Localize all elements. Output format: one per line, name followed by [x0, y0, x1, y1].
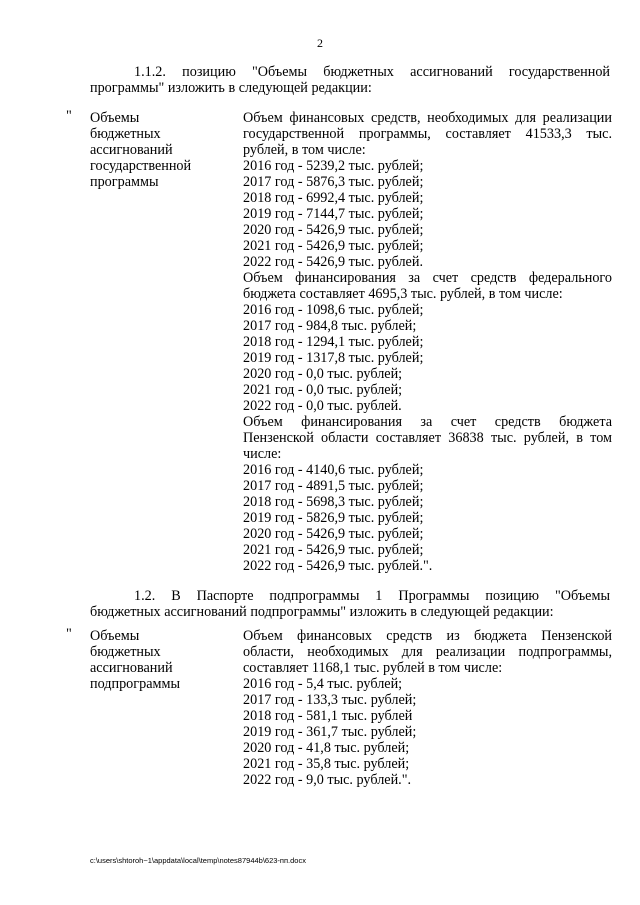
left-label-line: Объемы: [90, 628, 140, 644]
content-line: Пензенской области составляет 36838 тыс. рублей, в том: [243, 430, 612, 446]
left-label-line: бюджетных: [90, 644, 161, 660]
left-label-line: государственной: [90, 158, 192, 174]
left-label-line: программы: [90, 174, 159, 190]
content-line: 2017 год - 4891,5 тыс. рублей;: [243, 478, 424, 494]
content-line: бюджета составляет 4695,3 тыс. рублей, в том числе:: [243, 286, 563, 302]
content-line: 2017 год - 133,3 тыс. рублей;: [243, 692, 417, 708]
left-label-line: ассигнований: [90, 660, 173, 676]
section-1-right-column: [243, 110, 612, 574]
content-line: государственной программы, составляет 41533,3 тыс.: [243, 126, 612, 142]
content-line: 2018 год - 6992,4 тыс. рублей;: [243, 190, 424, 206]
content-line: 2019 год - 5826,9 тыс. рублей;: [243, 510, 424, 526]
page-number: 2: [317, 36, 323, 50]
content-line: Объем финансирования за счет средств бюджета: [243, 414, 612, 430]
section-2-left-column: [90, 628, 230, 692]
content-line: 2019 год - 1317,8 тыс. рублей;: [243, 350, 424, 366]
content-line: 2019 год - 7144,7 тыс. рублей;: [243, 206, 424, 222]
content-line: 2018 год - 5698,3 тыс. рублей;: [243, 494, 424, 510]
content-line: рублей, в том числе:: [243, 142, 366, 158]
content-line: 2016 год - 5,4 тыс. рублей;: [243, 676, 403, 692]
section-2-heading-line-1: 1.2. В Паспорте подпрограммы 1 Программы позицию "Объемы: [134, 588, 610, 604]
content-line: составляет 1168,1 тыс. рублей в том числе:: [243, 660, 503, 676]
content-line: 2017 год - 5876,3 тыс. рублей;: [243, 174, 424, 190]
content-line: 2020 год - 0,0 тыс. рублей;: [243, 366, 403, 382]
content-line: 2017 год - 984,8 тыс. рублей;: [243, 318, 417, 334]
content-line: Объем финансовых средств, необходимых для реализации: [243, 110, 612, 126]
content-line: 2022 год - 5426,9 тыс. рублей.: [243, 254, 423, 270]
content-line: 2016 год - 4140,6 тыс. рублей;: [243, 462, 424, 478]
content-line: 2018 год - 1294,1 тыс. рублей;: [243, 334, 424, 350]
content-line: 2020 год - 5426,9 тыс. рублей;: [243, 526, 424, 542]
content-line: 2020 год - 41,8 тыс. рублей;: [243, 740, 410, 756]
section-1-heading-line-2: программы" изложить в следующей редакции:: [90, 80, 372, 96]
content-line: 2021 год - 5426,9 тыс. рублей;: [243, 238, 424, 254]
content-line: 2021 год - 0,0 тыс. рублей;: [243, 382, 403, 398]
left-label-line: бюджетных: [90, 126, 161, 142]
footer-file-path: c:\users\shtoroh~1\appdata\local\temp\notes87944b\623-пп.docx: [90, 856, 306, 865]
opening-quote: ": [66, 108, 72, 124]
left-label-line: подпрограммы: [90, 676, 180, 692]
section-1-left-column: [90, 110, 230, 190]
content-line: 2021 год - 35,8 тыс. рублей;: [243, 756, 410, 772]
content-line: 2016 год - 5239,2 тыс. рублей;: [243, 158, 424, 174]
section-2-right-column: [243, 628, 612, 788]
section-2-heading: [90, 588, 610, 620]
content-line: 2016 год - 1098,6 тыс. рублей;: [243, 302, 424, 318]
content-line: 2021 год - 5426,9 тыс. рублей;: [243, 542, 424, 558]
left-label-line: ассигнований: [90, 142, 173, 158]
content-line: области, необходимых для реализации подпрограммы,: [243, 644, 612, 660]
content-line: Объем финансирования за счет средств федерального: [243, 270, 612, 286]
content-line: Объем финансовых средств из бюджета Пензенской: [243, 628, 612, 644]
left-label-line: Объемы: [90, 110, 140, 126]
opening-quote: ": [66, 626, 72, 642]
section-1-heading: [90, 64, 610, 96]
content-line: 2018 год - 581,1 тыс. рублей: [243, 708, 413, 724]
content-line: 2019 год - 361,7 тыс. рублей;: [243, 724, 417, 740]
section-1-heading-line-1: 1.1.2. позицию "Объемы бюджетных ассигнований государственной: [134, 64, 610, 80]
content-line: 2020 год - 5426,9 тыс. рублей;: [243, 222, 424, 238]
section-2-heading-line-2: бюджетных ассигнований подпрограммы" изложить в следующей редакции:: [90, 604, 554, 620]
content-line: 2022 год - 0,0 тыс. рублей.: [243, 398, 402, 414]
content-line: 2022 год - 9,0 тыс. рублей.".: [243, 772, 412, 788]
content-line: числе:: [243, 446, 282, 462]
content-line: 2022 год - 5426,9 тыс. рублей.".: [243, 558, 433, 574]
